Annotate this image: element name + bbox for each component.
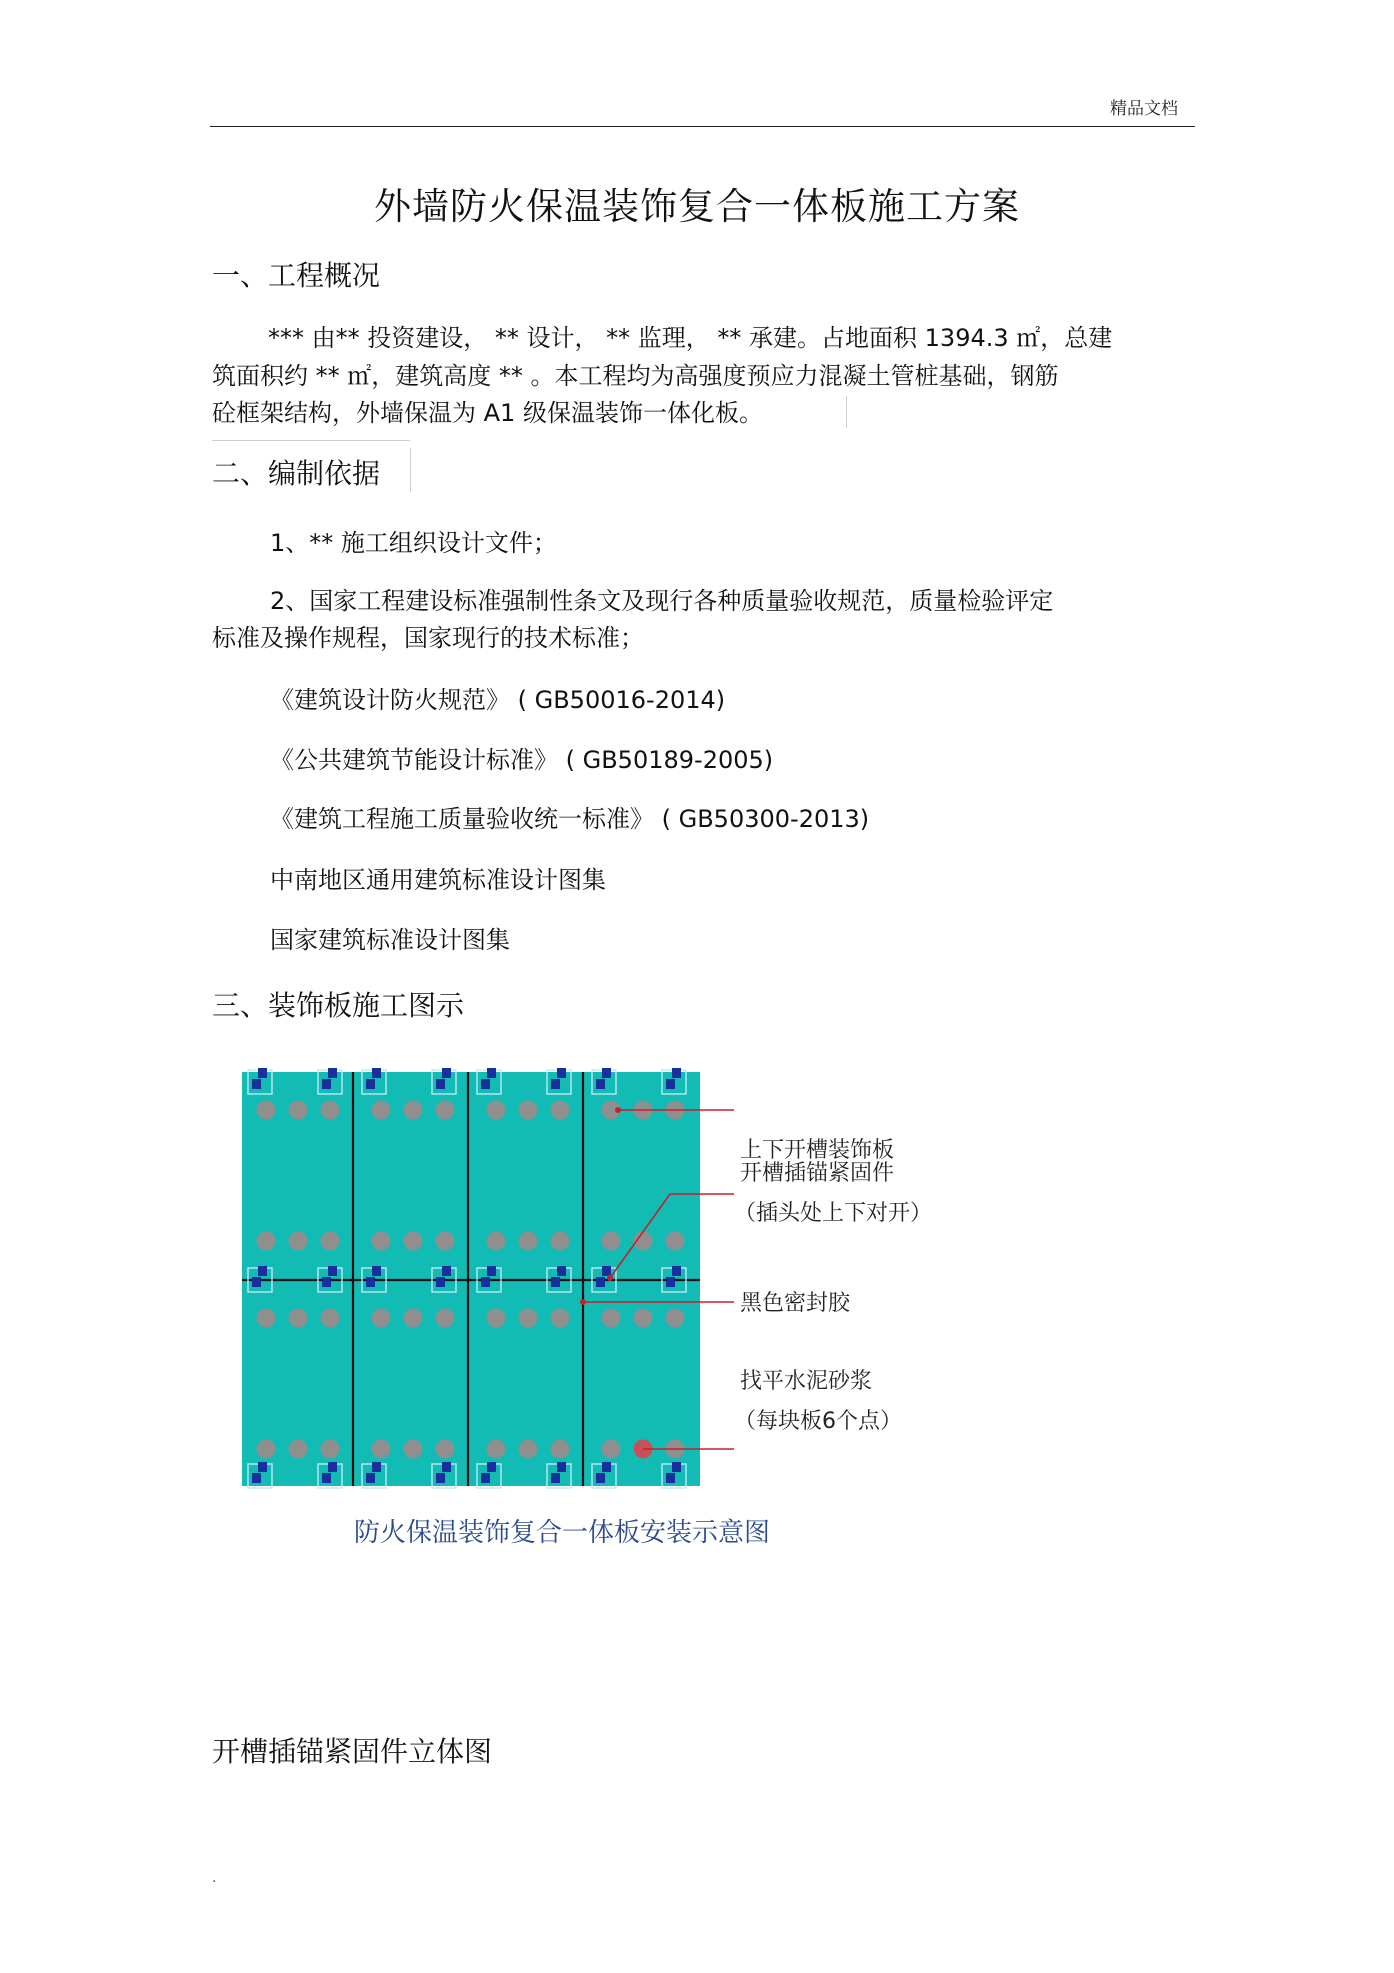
mortar-dot [519,1101,538,1120]
leader-dot [615,1107,621,1113]
anchor-tab [252,1473,261,1483]
mortar-dot [257,1309,276,1328]
anchor-tab [366,1473,375,1483]
anchor-tab [436,1473,445,1483]
basis-atlas-1: 中南地区通用建筑标准设计图集 [270,866,606,894]
mortar-dot [257,1101,276,1120]
mortar-dot [404,1440,423,1459]
anchor-tab [372,1462,381,1472]
anchor-tab [252,1277,261,1287]
anchor-tab [366,1277,375,1287]
mortar-dot [372,1309,391,1328]
label-sealant: 黑色密封胶 [740,1291,851,1316]
anchor-tab [666,1079,675,1089]
anchor-tab [551,1473,560,1483]
mortar-dot [289,1309,308,1328]
mortar-dot [321,1232,340,1251]
mortar-dot [602,1309,621,1328]
anchor-tab [557,1266,566,1276]
anchor-tab [596,1473,605,1483]
mortar-dot [289,1101,308,1120]
section-3-heading: 三、装饰板施工图示 [212,989,465,1022]
page-title: 外墙防火保温装饰复合一体板施工方案 [374,185,1020,228]
anchor-tab [602,1068,611,1078]
mortar-dot [436,1309,455,1328]
label-anchor: 开槽插锚紧固件 [740,1161,895,1186]
basis-standard-3: 《建筑工程施工质量验收统一标准》 ( GB50300-2013) [270,805,870,833]
mortar-dot [257,1440,276,1459]
anchor-tab [366,1079,375,1089]
label-mortar-note: （每块板6个点） [734,1409,902,1434]
anchor-tab [666,1473,675,1483]
mortar-dot [436,1232,455,1251]
mortar-dot [257,1232,276,1251]
anchor-tab [481,1277,490,1287]
anchor-tab [372,1266,381,1276]
section-1-line-1: *** 由** 投资建设， ** 设计， ** 监理， ** 承建。占地面积 1394.3 ㎡，总建 [268,324,1113,352]
section-2-heading: 二、编制依据 [212,457,381,490]
anchor-tab [442,1266,451,1276]
mortar-dot [602,1440,621,1459]
anchor-tab [602,1462,611,1472]
mortar-dot [487,1440,506,1459]
panel-layer [242,1072,700,1486]
mortar-dot [372,1101,391,1120]
mortar-dot [487,1232,506,1251]
mortar-dot [321,1309,340,1328]
anchor-tab [328,1462,337,1472]
anchor-tab [487,1266,496,1276]
basis-item-1: 1、** 施工组织设计文件； [270,529,557,557]
mortar-dot [404,1309,423,1328]
anchor-tab [328,1068,337,1078]
header-rule [210,126,1195,127]
mortar-dot [551,1232,570,1251]
mortar-dot [487,1101,506,1120]
anchor-tab [481,1079,490,1089]
mortar-dot [436,1440,455,1459]
anchor-tab [602,1266,611,1276]
mortar-dot [602,1232,621,1251]
leader-dot [580,1299,586,1305]
mortar-dot [666,1309,685,1328]
figure-caption: 防火保温装饰复合一体板安装示意图 [354,1518,771,1548]
anchor-tab [672,1068,681,1078]
text-box-edge [212,440,410,441]
anchor-tab [557,1068,566,1078]
anchor-tab [672,1266,681,1276]
mortar-dot [436,1101,455,1120]
section-1-line-2: 筑面积约 ** ㎡，建筑高度 ** 。本工程均为高强度预应力混凝土管桩基础，钢筋 [212,362,1059,390]
anchor-tab [487,1068,496,1078]
section-1-line-3: 砼框架结构，外墙保温为 A1 级保温装饰一体化板。 [212,399,763,427]
basis-item-2-cont: 标准及操作规程，国家现行的技术标准； [212,624,644,652]
mortar-dot [289,1232,308,1251]
label-slotted-panel: 上下开槽装饰板 [740,1138,895,1163]
basis-standard-2: 《公共建筑节能设计标准》 ( GB50189-2005) [270,746,774,774]
mortar-dot [551,1309,570,1328]
section-1-heading: 一、工程概况 [212,259,381,292]
mortar-dot [321,1440,340,1459]
anchor-tab [322,1277,331,1287]
anchor-tab [666,1277,675,1287]
mortar-dot [372,1232,391,1251]
anchor-tab [258,1462,267,1472]
mortar-dot [519,1309,538,1328]
anchor-tab [487,1462,496,1472]
text-box-edge [410,448,411,492]
mortar-dot [321,1101,340,1120]
anchor-tab [252,1079,261,1089]
mortar-dot [519,1232,538,1251]
header-label: 精品文档 [1110,99,1178,119]
basis-standard-1: 《建筑设计防火规范》 ( GB50016-2014) [270,686,726,714]
anchor-tab [596,1277,605,1287]
anchor-tab [442,1068,451,1078]
anchor-tab [442,1462,451,1472]
mortar-dot [519,1440,538,1459]
installation-diagram [238,1058,958,1578]
mortar-dot [289,1440,308,1459]
leader-dot [607,1275,613,1281]
anchor-tab [322,1473,331,1483]
anchor-tab [436,1079,445,1089]
mortar-dot [372,1440,391,1459]
label-mortar: 找平水泥砂浆 [740,1369,873,1394]
mortar-dot [634,1309,653,1328]
basis-item-2: 2、国家工程建设标准强制性条文及现行各种质量验收规范，质量检验评定 [270,587,1054,615]
anchor-tab [551,1277,560,1287]
mortar-dot [551,1101,570,1120]
anchor-tab [372,1068,381,1078]
label-anchor-note: （插头处上下对开） [734,1201,933,1226]
anchor-tab [596,1079,605,1089]
mortar-dot [404,1232,423,1251]
mortar-dot [487,1309,506,1328]
mortar-dot [551,1440,570,1459]
anchor-tab [322,1079,331,1089]
anchor-tab [557,1462,566,1472]
basis-atlas-2: 国家建筑标准设计图集 [270,926,510,954]
anchor-tab [551,1079,560,1089]
anchor-tab [328,1266,337,1276]
section-4-heading: 开槽插锚紧固件立体图 [212,1735,493,1768]
mortar-dot [666,1232,685,1251]
anchor-tab [481,1473,490,1483]
anchor-tab [672,1462,681,1472]
text-box-edge [846,396,847,428]
anchor-tab [436,1277,445,1287]
footer-mark: . [212,1870,217,1886]
anchor-tab [258,1266,267,1276]
anchor-tab [258,1068,267,1078]
mortar-dot [404,1101,423,1120]
